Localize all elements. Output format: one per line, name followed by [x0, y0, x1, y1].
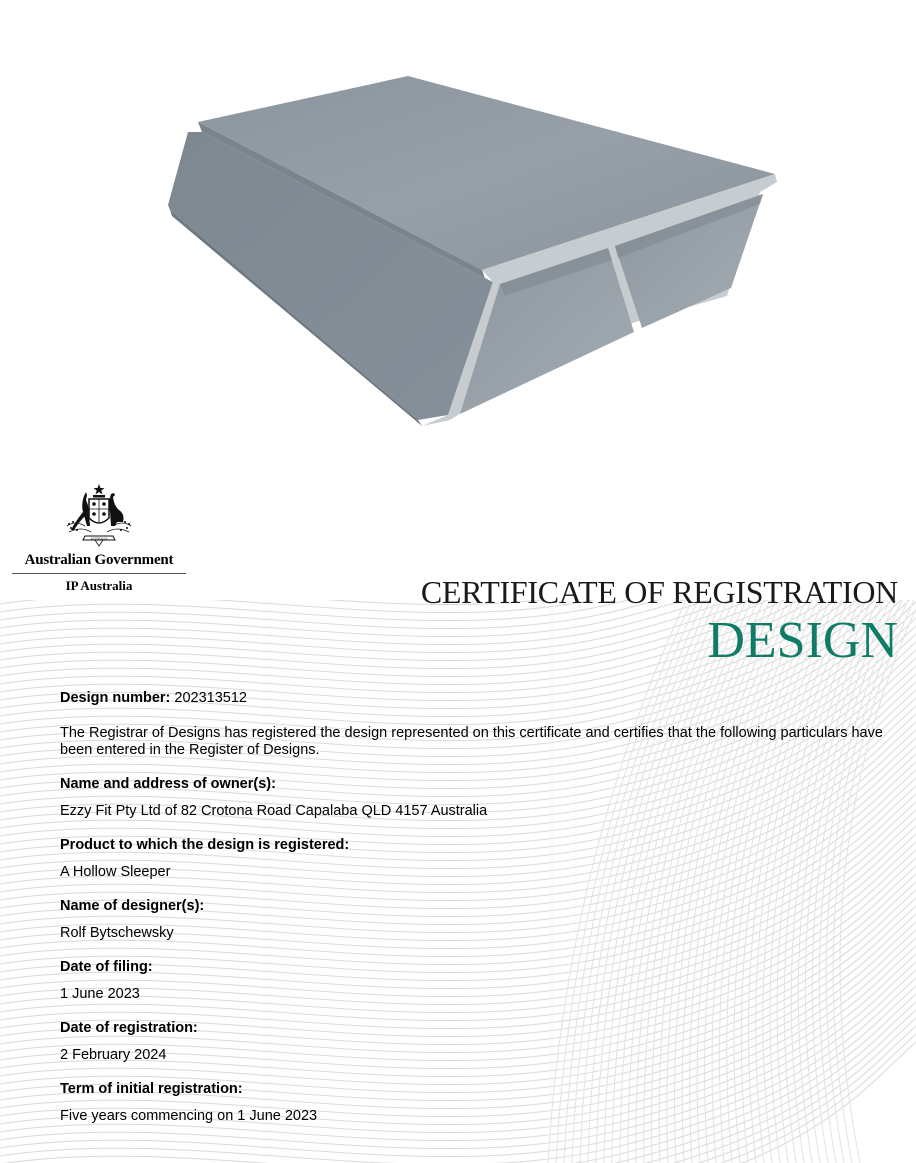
designer-field [60, 897, 890, 942]
design-number-label: Design number: [60, 690, 171, 706]
svg-text:AUSTRALIA: AUSTRALIA [90, 536, 108, 541]
field-label: Term of initial registration: [60, 1081, 243, 1097]
owner-field [60, 775, 890, 820]
registrar-statement: The Registrar of Designs has registered the design represented on this certificate and certifies that the following particulars have been entered in the Register of Designs. [60, 725, 883, 758]
field-value: Five years commencing on 1 June 2023 [60, 1108, 318, 1124]
government-name: Australian Government [12, 552, 186, 574]
registration-details [60, 689, 890, 1125]
australian-government-logo [12, 482, 186, 594]
certificate-title: CERTIFICATE OF REGISTRATION [420, 574, 898, 610]
field-label: Name of designer(s): [60, 898, 205, 914]
registration-date-field [60, 1019, 890, 1064]
certificate-heading [421, 574, 898, 670]
registration-term-field [60, 1080, 890, 1125]
australian-coat-of-arms-icon [59, 482, 139, 548]
filing-date-field [60, 958, 890, 1003]
field-label: Product to which the design is registered: [60, 837, 350, 853]
product-field [60, 836, 890, 881]
field-value: Ezzy Fit Pty Ltd of 82 Crotona Road Capalaba QLD 4157 Australia [60, 803, 488, 819]
field-value: 2 February 2024 [60, 1047, 167, 1063]
field-value: Rolf Bytschewsky [60, 925, 174, 941]
design-number-row [60, 689, 890, 707]
design-number-value: 202313512 [174, 690, 247, 706]
certificate-type: DESIGN [707, 612, 898, 669]
product-image-hollow-sleeper [160, 70, 780, 430]
field-value: 1 June 2023 [60, 986, 140, 1002]
field-label: Name and address of owner(s): [60, 776, 276, 792]
field-label: Date of registration: [60, 1020, 198, 1036]
agency-name: IP Australia [65, 578, 133, 593]
field-label: Date of filing: [60, 959, 153, 975]
field-value: A Hollow Sleeper [60, 864, 171, 880]
